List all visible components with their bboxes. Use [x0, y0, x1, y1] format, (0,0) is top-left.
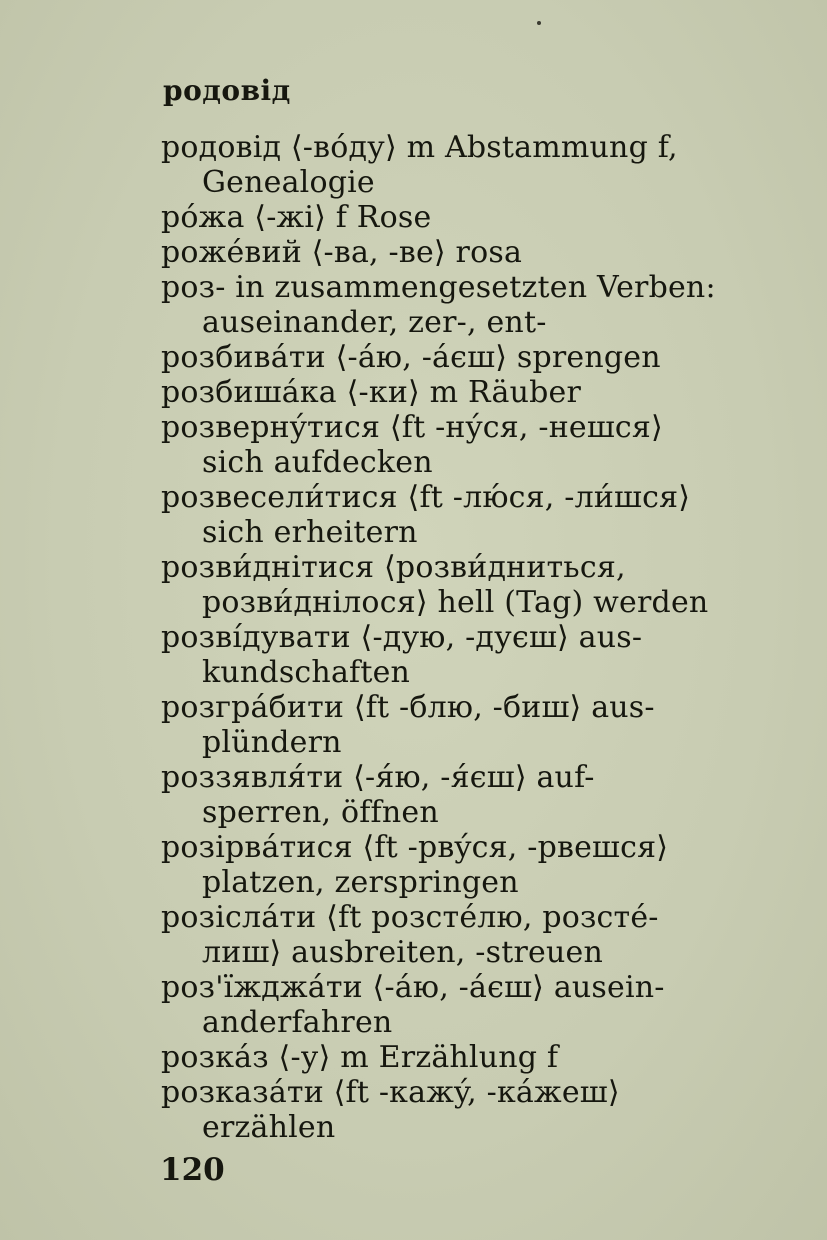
entry-line: розірвáтися ⟨ft -рвýся, -рвешся⟩ — [161, 830, 669, 865]
entry-line-continued: лиш⟩ ausbreiten, -streuen — [202, 935, 603, 970]
entry-line-continued: auseinander, zer-, ent- — [202, 305, 547, 340]
entry-line-continued: platzen, zerspringen — [202, 865, 519, 900]
entry-line-continued: sperren, öffnen — [202, 795, 439, 830]
entry-line: рóжа ⟨-жі⟩ f Rose — [161, 200, 432, 235]
entry-line-continued: plündern — [202, 725, 342, 760]
entry-line-continued: erzählen — [202, 1110, 336, 1145]
entry-line: роззявля́ти ⟨-я́ю, -я́єш⟩ auf- — [161, 760, 595, 795]
entry-line-continued: anderfahren — [202, 1005, 393, 1040]
entry-line-continued: розви́днілося⟩ hell (Tag) werden — [202, 585, 709, 620]
entry-line: розгрáбити ⟨ft -блю, -биш⟩ aus- — [161, 690, 655, 725]
entry-line: розві́дувати ⟨-дую, -дуєш⟩ aus- — [161, 620, 643, 655]
entry-line-continued: Genealogie — [202, 165, 375, 200]
entry-line: розвернýтися ⟨ft -нýся, -нешся⟩ — [161, 410, 663, 445]
entry-line: розви́днітися ⟨розви́дниться, — [161, 550, 626, 585]
entry-line: родовід ⟨-вóду⟩ m Abstammung f, — [161, 130, 678, 165]
entry-line: роз'їжджáти ⟨-áю, -áєш⟩ ausein- — [161, 970, 665, 1005]
entry-line: розкáз ⟨-у⟩ m Erzählung f — [161, 1040, 559, 1075]
entry-line-continued: sich aufdecken — [202, 445, 433, 480]
running-head: родовід — [163, 74, 291, 107]
entry-line: розказáти ⟨ft -кажý, -кáжеш⟩ — [161, 1075, 620, 1110]
entry-line: розбишáка ⟨-ки⟩ m Räuber — [161, 375, 582, 410]
entry-line-continued: sich erheitern — [202, 515, 418, 550]
print-speck — [537, 21, 541, 25]
entry-line: рожéвий ⟨-ва, -ве⟩ rosa — [161, 235, 523, 270]
entry-line: роз- in zusammengesetzten Verben: — [161, 270, 716, 305]
entry-line: розвесели́тися ⟨ft -лю́ся, -ли́шся⟩ — [161, 480, 691, 515]
entry-line-continued: kundschaften — [202, 655, 411, 690]
entry-line: розіслáти ⟨ft розстéлю, розсте́- — [161, 900, 659, 935]
entry-line: розбивáти ⟨-áю, -áєш⟩ sprengen — [161, 340, 661, 375]
page-number: 120 — [160, 1152, 225, 1188]
